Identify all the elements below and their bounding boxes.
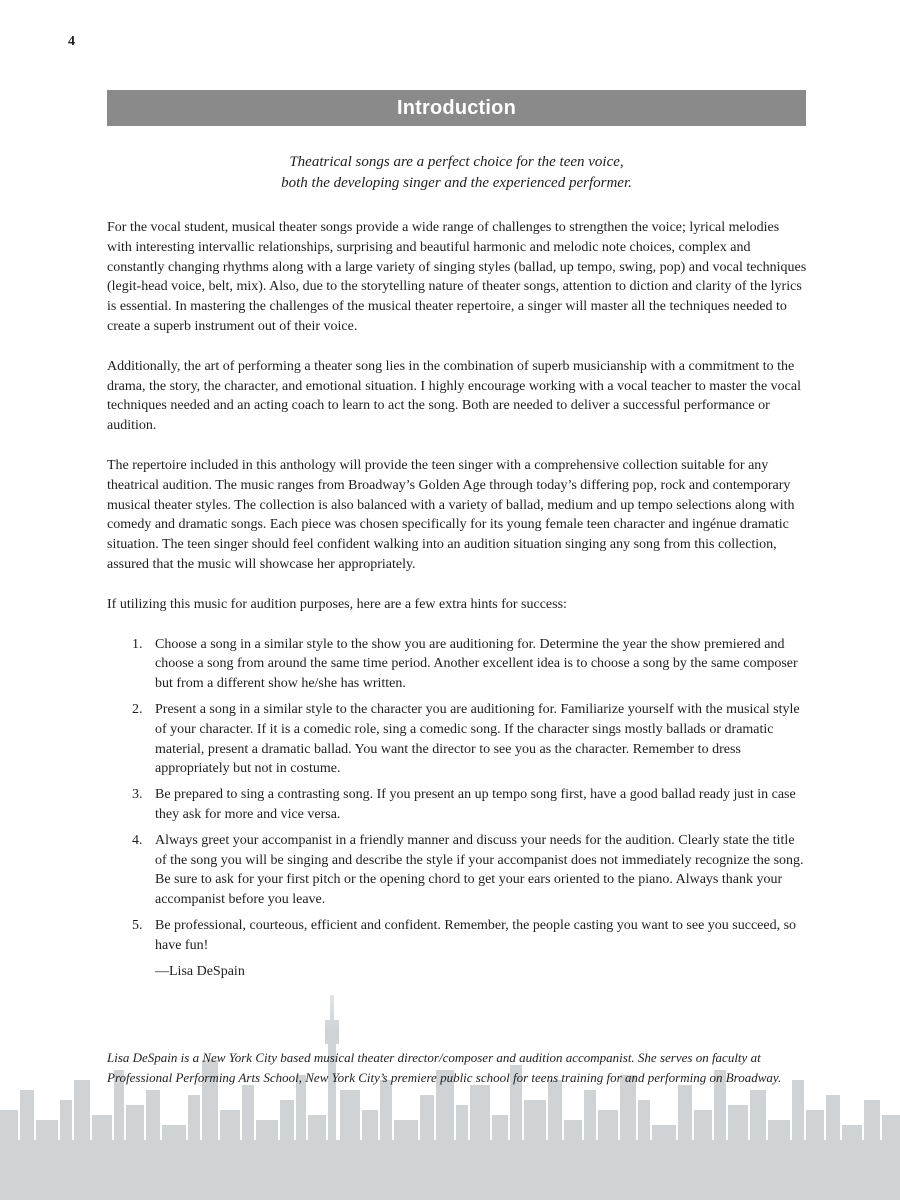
list-item [107, 916, 807, 956]
epigraph [107, 152, 806, 194]
author-signature: —Lisa DeSpain [155, 963, 245, 979]
list-item [107, 700, 807, 779]
list-item [107, 635, 807, 694]
author-bio: Lisa DeSpain is a New York City based musical theater director/composer and audition accompanist. She serves on faculty at Professional Performing Arts School, New York City’s premiere public school for teens training for and performing on Broadway. [107, 1050, 782, 1085]
paragraph: For the vocal student, musical theater songs provide a wide range of challenges to strengthen the voice; lyrical melodies with interesting intervallic relationships, surprising and beautiful harmonic and melodic note choices, complex and constantly changing rhythms along with a large variety of singing styles (ballad, up tempo, swing, pop) and vocal techniques (legit-head voice, belt, mix). Also, due to the storytelling nature of theater songs, attention to diction and clarity of the lyrics is essential. In mastering the challenges of the musical theater repertoire, a singer will master all the techniques needed to create a superb instrument out of their voice. [107, 220, 807, 334]
list-item-text: Present a song in a similar style to the character you are auditioning for. Familiarize yourself with the musical style of your character. If it is a comedic role, sing a comedic song. If the character sings mostly ballads or dramatic material, present a dramatic ballad. You want the director to see you as the character. Remember to dress appropriately but not in costume. [155, 701, 800, 777]
paragraph: If utilizing this music for audition purposes, here are a few extra hints for success: [107, 596, 567, 612]
list-item-number: 3. [132, 787, 143, 803]
epigraph-line: Theatrical songs are a perfect choice for the teen voice, [289, 154, 624, 170]
section-title: Introduction [396, 96, 517, 119]
list-item-number: 2. [132, 701, 143, 717]
list-item-text: Be professional, courteous, efficient and confident. Remember, the people casting you want to see you succeed, so have fun! [155, 917, 797, 953]
hints-list [107, 635, 807, 956]
list-item [107, 831, 807, 910]
list-item-text: Always greet your accompanist in a friendly manner and discuss your needs for the audition. Clearly state the title of the song you will be singing and describe the style if your accompanist does not immediately recognize the song. Be sure to ask for your first pitch or the opening chord to get your ears oriented to the piano. Always thank your accompanist before you leave. [155, 832, 804, 908]
page-number: 4 [68, 34, 75, 49]
list-item-number: 4. [132, 832, 143, 848]
list-item [107, 785, 807, 825]
list-item-number: 1. [132, 636, 143, 652]
list-item-number: 5. [132, 917, 143, 933]
body-text [107, 218, 807, 981]
section-banner [107, 90, 806, 126]
epigraph-line: both the developing singer and the experienced performer. [281, 175, 632, 191]
list-item-text: Be prepared to sing a contrasting song. If you present an up tempo song first, have a good ballad ready just in case they ask for more and vice versa. [155, 787, 796, 822]
paragraph: Additionally, the art of performing a theater song lies in the combination of superb musicianship with a commitment to the drama, the story, the character, and emotional situation. I highly encourage working with a vocal teacher to master the vocal techniques needed and an acting coach to learn to act the song. Both are needed to deliver a successful performance or audition. [107, 358, 801, 434]
list-item-text: Choose a song in a similar style to the show you are auditioning for. Determine the year the show premiered and choose a song from around the same time period. Another excellent idea is to choose a song by the same composer but from a different show he/she has written. [155, 636, 798, 692]
paragraph: The repertoire included in this anthology will provide the teen singer with a comprehensive collection suitable for any theatrical audition. The music ranges from Broadway’s Golden Age through today’s differing pop, rock and contemporary musical theater styles. The collection is also balanced with a variety of ballad, medium and up tempo selections along with comedy and dramatic songs. Each piece was chosen specifically for its young female teen character and ingénue dramatic situation. The teen singer should feel confident walking into an audition situation singing any song from this collection, assured that the music will showcase her appropriately. [107, 457, 795, 572]
